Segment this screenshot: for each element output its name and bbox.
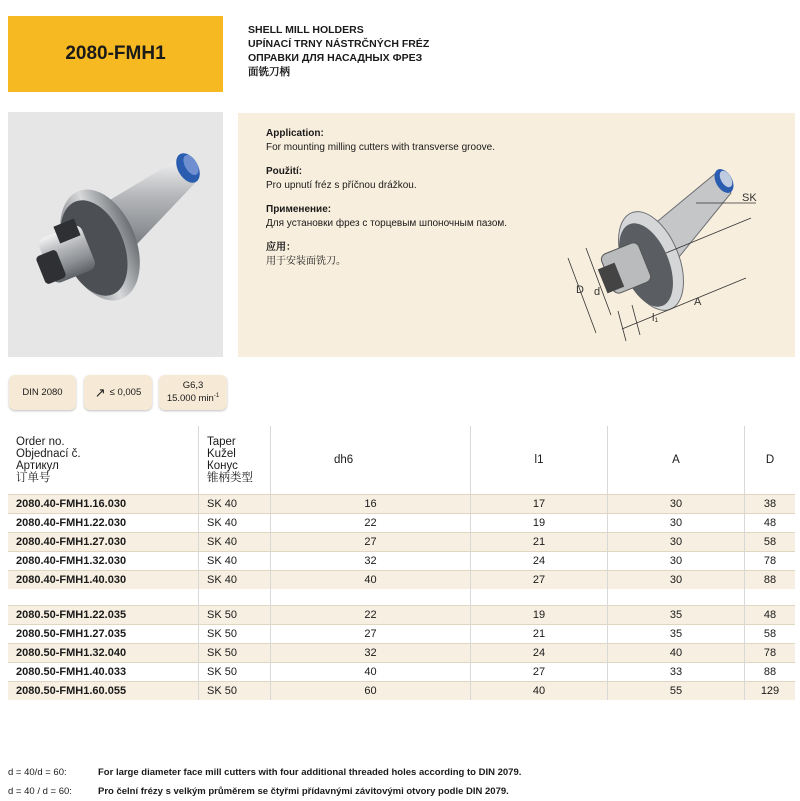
cell-a: 30 — [608, 514, 745, 533]
cell-d: 78 — [745, 552, 796, 571]
table-row — [8, 571, 795, 590]
footnote-cs: d = 40 / d = 60: Pro čelní frézy s velkým průměrem se čtyřmi přídavnými závitovými otvory podle DIN 2079. — [8, 786, 509, 797]
group-separator — [8, 589, 795, 606]
balance-grade: G6,3 — [182, 379, 204, 391]
header-d: D — [745, 426, 796, 495]
cell-a: 33 — [608, 663, 745, 682]
application-label-cs: Použití: — [266, 166, 303, 177]
cell-d: 58 — [745, 533, 796, 552]
application-label-zh: 应用： — [266, 242, 296, 253]
cell-a: 30 — [608, 571, 745, 590]
cell-l1: 24 — [471, 552, 608, 571]
cell-a: 40 — [608, 644, 745, 663]
cell-d: 58 — [745, 625, 796, 644]
cell-a: 55 — [608, 682, 745, 701]
cell-d: 38 — [745, 495, 796, 514]
cell-l1: 24 — [471, 644, 608, 663]
cell-a: 30 — [608, 552, 745, 571]
drawing-label-l1: l₁ — [652, 312, 659, 324]
cell-order: 2080.50-FMH1.32.040 — [8, 644, 199, 663]
cell-dh6: 22 — [271, 514, 471, 533]
footnotes — [8, 763, 521, 801]
cell-a: 35 — [608, 606, 745, 625]
cell-l1: 17 — [471, 495, 608, 514]
header-l1: l1 — [471, 426, 608, 495]
cell-dh6: 40 — [271, 571, 471, 590]
table-header-row — [8, 426, 795, 495]
header-taper: Taper Kužel Конус 锥柄类型 — [199, 426, 271, 495]
table-row — [8, 644, 795, 663]
cell-l1: 19 — [471, 606, 608, 625]
balance-speed: 15.000 min — [166, 393, 214, 405]
cell-taper: SK 50 — [199, 644, 271, 663]
din-standard-badge — [9, 375, 76, 410]
cell-order: 2080.50-FMH1.40.033 — [8, 663, 199, 682]
cell-d: 48 — [745, 514, 796, 533]
cell-taper: SK 40 — [199, 533, 271, 552]
product-photo — [8, 112, 223, 357]
cell-d: 129 — [745, 682, 796, 701]
title-zh: 面铣刀柄 — [248, 66, 290, 78]
header-a: A — [608, 426, 745, 495]
cell-dh6: 32 — [271, 644, 471, 663]
product-code: 2080-FMH1 — [8, 16, 223, 92]
cell-a: 30 — [608, 533, 745, 552]
application-label-ru: Применение: — [266, 204, 332, 215]
cell-d: 48 — [745, 606, 796, 625]
cell-dh6: 27 — [271, 625, 471, 644]
product-table — [8, 426, 795, 700]
header-dh6: dh6 — [271, 426, 471, 495]
table-row — [8, 552, 795, 571]
cell-order: 2080.40-FMH1.40.030 — [8, 571, 199, 590]
cell-d: 78 — [745, 644, 796, 663]
application-text — [266, 127, 507, 269]
drawing-label-d-upper: D — [576, 284, 584, 296]
cell-order: 2080.40-FMH1.16.030 — [8, 495, 199, 514]
cell-order: 2080.50-FMH1.27.035 — [8, 625, 199, 644]
cell-taper: SK 50 — [199, 625, 271, 644]
application-text-en: For mounting milling cutters with transverse groove. — [266, 142, 495, 153]
cell-order: 2080.50-FMH1.60.055 — [8, 682, 199, 701]
table-row — [8, 682, 795, 701]
cell-d: 88 — [745, 663, 796, 682]
cell-order: 2080.50-FMH1.22.035 — [8, 606, 199, 625]
application-text-cs: Pro upnutí fréz s příčnou drážkou. — [266, 180, 417, 191]
cell-l1: 27 — [471, 571, 608, 590]
footnote-en: d = 40/d = 60: For large diameter face mill cutters with four additional threaded holes according to DIN 2079. — [8, 767, 522, 778]
header-order: Order no. Objednací č. Артикул 订单号 — [8, 426, 199, 495]
table-row — [8, 625, 795, 644]
cell-order: 2080.40-FMH1.27.030 — [8, 533, 199, 552]
cell-order: 2080.40-FMH1.32.030 — [8, 552, 199, 571]
cell-taper: SK 50 — [199, 606, 271, 625]
application-text-zh: 用于安装面铣刀。 — [266, 256, 346, 267]
drawing-label-a: A — [694, 296, 702, 308]
table-row — [8, 533, 795, 552]
cell-taper: SK 50 — [199, 682, 271, 701]
table-row — [8, 663, 795, 682]
din-standard-label: DIN 2080 — [22, 387, 63, 398]
runout-arrow-icon: ↗ — [94, 384, 106, 400]
cell-a: 35 — [608, 625, 745, 644]
table-row — [8, 514, 795, 533]
title-ru: ОПРАВКИ ДЛЯ НАСАДНЫХ ФРЕЗ — [248, 52, 423, 64]
application-panel — [238, 113, 795, 357]
cell-a: 30 — [608, 495, 745, 514]
technical-drawing — [556, 143, 791, 353]
runout-badge — [84, 375, 152, 410]
application-label-en: Application: — [266, 128, 324, 139]
application-text-ru: Для установки фрез с торцевым шпоночным пазом. — [266, 218, 508, 229]
cell-dh6: 32 — [271, 552, 471, 571]
table-row — [8, 495, 795, 514]
drawing-label-d-lower: d — [594, 286, 601, 298]
cell-l1: 19 — [471, 514, 608, 533]
cell-d: 88 — [745, 571, 796, 590]
title-cs: UPÍNACÍ TRNY NÁSTRČNÝCH FRÉZ — [248, 38, 430, 50]
shell-mill-holder-image — [8, 112, 223, 357]
cell-taper: SK 40 — [199, 495, 271, 514]
cell-l1: 21 — [471, 533, 608, 552]
cell-l1: 21 — [471, 625, 608, 644]
balance-speed-exponent: -1 — [213, 392, 220, 399]
cell-l1: 27 — [471, 663, 608, 682]
cell-taper: SK 50 — [199, 663, 271, 682]
drawing-label-sk: SK — [742, 192, 757, 204]
cell-l1: 40 — [471, 682, 608, 701]
cell-order: 2080.40-FMH1.22.030 — [8, 514, 199, 533]
cell-dh6: 60 — [271, 682, 471, 701]
cell-taper: SK 40 — [199, 571, 271, 590]
cell-dh6: 16 — [271, 495, 471, 514]
cell-dh6: 27 — [271, 533, 471, 552]
cell-taper: SK 40 — [199, 514, 271, 533]
title-en: SHELL MILL HOLDERS — [248, 24, 364, 36]
runout-value: ≤ 0,005 — [109, 387, 142, 398]
cell-taper: SK 40 — [199, 552, 271, 571]
cell-dh6: 22 — [271, 606, 471, 625]
cell-dh6: 40 — [271, 663, 471, 682]
product-title-block — [248, 23, 429, 79]
table-row — [8, 606, 795, 625]
balance-badge — [159, 375, 227, 410]
